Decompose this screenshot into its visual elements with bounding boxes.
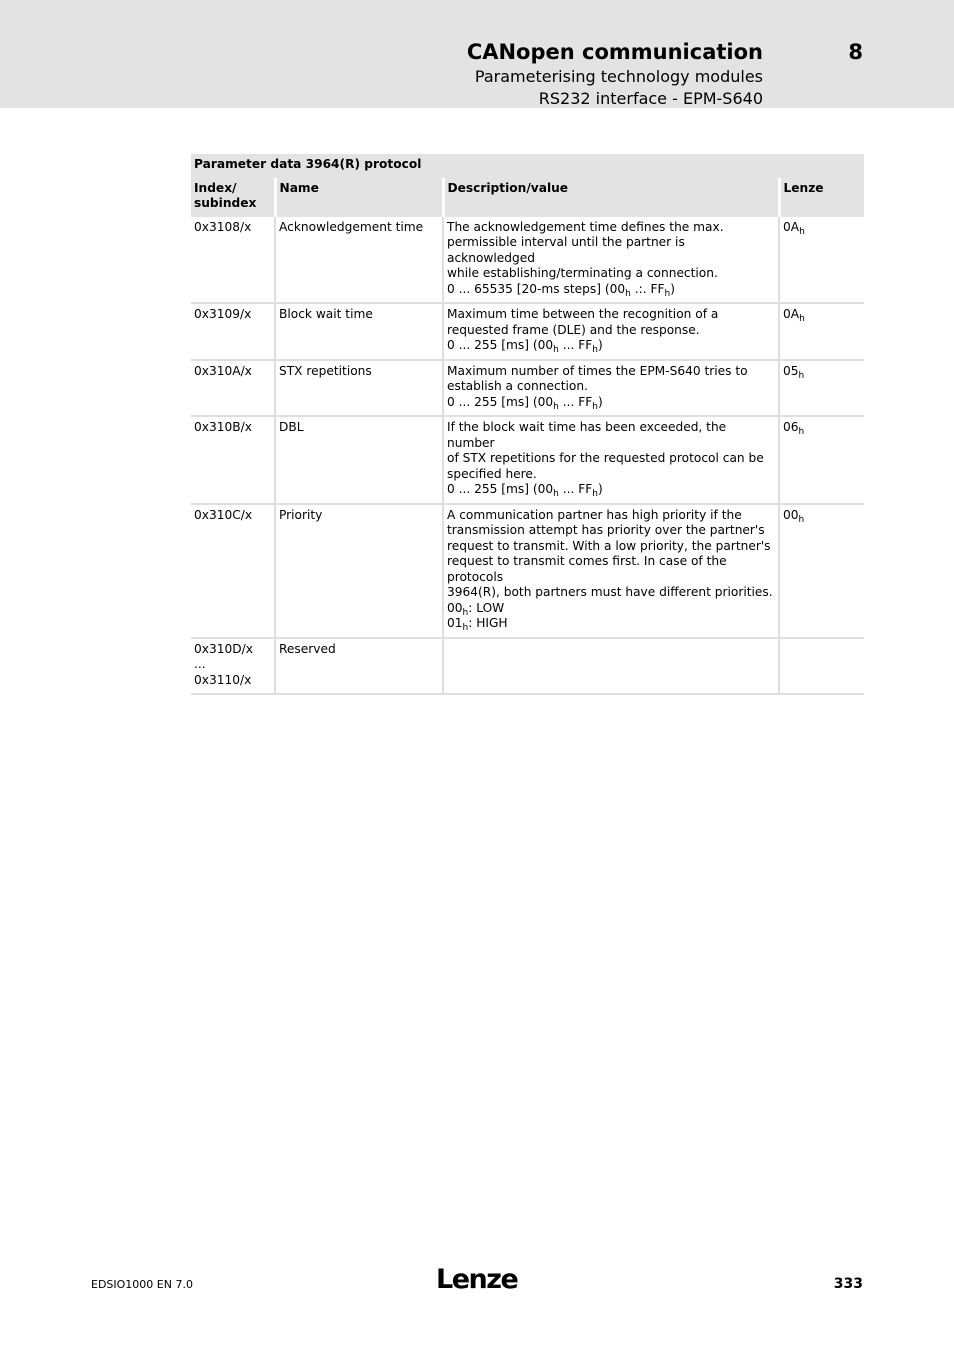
- chapter-title: CANopen communication: [466, 40, 763, 64]
- desc-line: transmission attempt has priority over the partner's: [447, 523, 765, 537]
- cell-index: 0x310B/x: [191, 416, 275, 504]
- table-caption-row: [191, 154, 864, 178]
- index-start: 0x310D/x: [194, 641, 253, 656]
- desc-line: permissible interval until the partner is acknowledged: [447, 235, 685, 265]
- desc-line: while establishing/terminating a connection.: [447, 266, 718, 280]
- option-low: $00_h$: LOW: [447, 600, 505, 618]
- desc-line: requested frame (DLE) and the response.: [447, 322, 700, 337]
- cell-description: [443, 217, 779, 304]
- table-row: [191, 416, 864, 504]
- cell-description: [443, 303, 779, 360]
- chapter-number: 8: [848, 40, 863, 64]
- desc-line: of STX repetitions for the requested protocol can be: [447, 451, 764, 465]
- cell-lenze-default: [779, 638, 864, 695]
- value-range: 0 ... 255 [ms] ($00_h$ ... $FF_h$): [447, 394, 603, 412]
- section-title: Parameterising technology modules: [474, 67, 763, 86]
- cell-description: [443, 638, 779, 695]
- cell-index: 0x310C/x: [191, 504, 275, 638]
- option-high: $01_h$: HIGH: [447, 616, 508, 633]
- cell-name: STX repetitions: [275, 360, 443, 417]
- cell-index: 0x3108/x: [191, 217, 275, 304]
- cell-name: Block wait time: [275, 303, 443, 360]
- cell-lenze-default: $0A_h$: [779, 303, 864, 360]
- index-end: 0x3110/x: [194, 672, 252, 687]
- subsection-title: RS232 interface - EPM-S640: [538, 89, 763, 108]
- column-header-description: Description/value: [443, 178, 779, 217]
- cell-index: 0x3109/x: [191, 303, 275, 360]
- column-header-lenze: Lenze: [779, 178, 864, 217]
- table-row: [191, 638, 864, 695]
- cell-index: [191, 638, 275, 695]
- parameter-table: [191, 154, 864, 695]
- desc-line: The acknowledgement time defines the max.: [447, 219, 724, 234]
- cell-lenze-default: $06_h$: [779, 416, 864, 504]
- index-ellipsis: ...: [194, 657, 206, 671]
- cell-description: [443, 504, 779, 638]
- cell-lenze-default: $05_h$: [779, 360, 864, 417]
- value-range: 0 ... 65535 [20-ms steps] ($00_h$ .:. $FF_h$): [447, 281, 675, 299]
- column-header-name: Name: [275, 178, 443, 217]
- column-header-index-line1: Index/: [194, 180, 237, 195]
- document-code: EDSIO1000 EN 7.0: [91, 1278, 193, 1291]
- desc-line: 3964(R), both partners must have different priorities.: [447, 585, 773, 599]
- desc-line: request to transmit. With a low priority, the partner's: [447, 538, 771, 553]
- desc-line: Maximum time between the recognition of a: [447, 307, 719, 321]
- cell-name: DBL: [275, 416, 443, 504]
- table-row: [191, 303, 864, 360]
- table-row: [191, 217, 864, 304]
- desc-line: establish a connection.: [447, 379, 588, 393]
- desc-line: Maximum number of times the EPM-S640 tries to: [447, 363, 748, 378]
- cell-name: Priority: [275, 504, 443, 638]
- desc-line: A communication partner has high priority if the: [447, 507, 742, 522]
- column-header-index-line2: subindex: [194, 196, 257, 210]
- cell-description: [443, 416, 779, 504]
- cell-name: Acknowledgement time: [275, 217, 443, 304]
- desc-line: If the block wait time has been exceeded, the number: [447, 420, 727, 450]
- table-row: [191, 360, 864, 417]
- desc-line: specified here.: [447, 466, 537, 481]
- value-range: 0 ... 255 [ms] ($00_h$ ... $FF_h$): [447, 338, 603, 355]
- column-header-index: [191, 178, 275, 217]
- page-header: [0, 0, 954, 108]
- page-number: 333: [833, 1276, 863, 1292]
- lenze-logo: Lenze: [436, 1264, 518, 1295]
- desc-line: request to transmit comes first. In case of the protocols: [447, 554, 727, 584]
- table-header-row: [191, 178, 864, 217]
- table-row: [191, 504, 864, 638]
- cell-lenze-default: $0A_h$: [779, 217, 864, 304]
- cell-name: Reserved: [275, 638, 443, 695]
- cell-lenze-default: $00_h$: [779, 504, 864, 638]
- cell-index: 0x310A/x: [191, 360, 275, 417]
- table-caption: Parameter data 3964(R) protocol: [191, 154, 864, 178]
- cell-description: [443, 360, 779, 417]
- value-range: 0 ... 255 [ms] ($00_h$ ... $FF_h$): [447, 482, 603, 499]
